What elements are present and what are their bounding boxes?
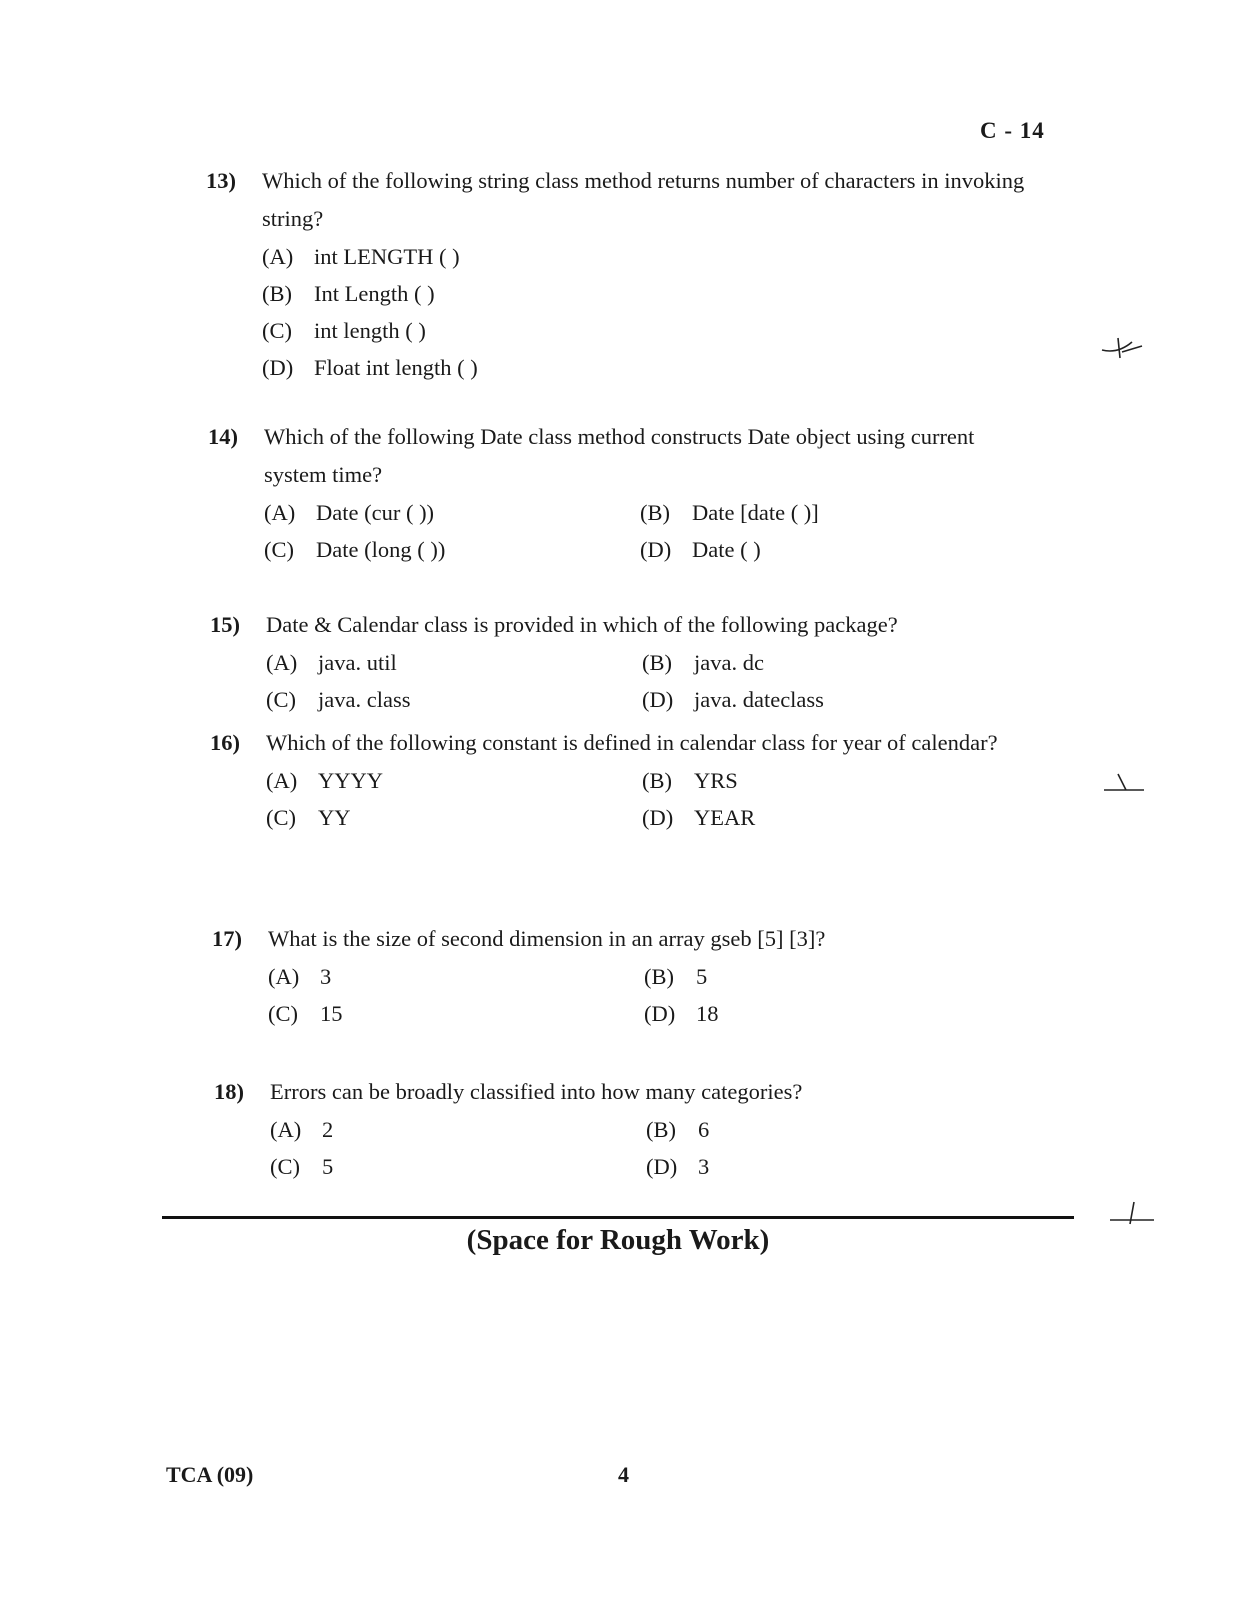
option-text: 3 [320, 964, 332, 989]
option [270, 1148, 646, 1185]
options-grid [266, 644, 1030, 718]
option [266, 681, 642, 718]
paper-code: TCA (09) [166, 1462, 254, 1487]
question-number: 15) [210, 612, 240, 637]
option [270, 1111, 646, 1148]
option-label: (D) [644, 1001, 676, 1026]
option-text: 6 [698, 1117, 710, 1142]
option-text: Date ( ) [692, 537, 761, 562]
option-label: (C) [264, 537, 294, 562]
question-16 [210, 724, 1030, 836]
option-label: (D) [262, 355, 294, 380]
question-number: 17) [212, 926, 242, 951]
option [642, 799, 1012, 836]
option-text: int length ( ) [314, 318, 426, 343]
option [644, 958, 1014, 995]
question-15 [210, 606, 1030, 718]
option [262, 275, 1026, 312]
options-grid [270, 1111, 1034, 1185]
option-text: 2 [322, 1117, 334, 1142]
option [264, 531, 640, 568]
option-label: (D) [642, 805, 674, 830]
option-label: (C) [266, 687, 296, 712]
option [262, 238, 1026, 275]
option [642, 681, 1012, 718]
option-text: 18 [696, 1001, 719, 1026]
option [642, 644, 1012, 681]
option [262, 349, 1026, 386]
options-grid [266, 762, 1030, 836]
option-text: java. class [318, 687, 411, 712]
options-list [262, 238, 1026, 386]
option-label: (B) [262, 281, 292, 306]
options-grid [268, 958, 1032, 1032]
option-text: Date [date ( )] [692, 500, 819, 525]
question-number: 16) [210, 730, 240, 755]
question-number: 13) [206, 168, 236, 193]
question-17 [212, 920, 1032, 1032]
option [268, 958, 644, 995]
option-label: (A) [268, 964, 300, 989]
option-label: (A) [266, 768, 298, 793]
option-text: java. dc [694, 650, 764, 675]
option [644, 995, 1014, 1032]
question-text: Which of the following string class method returns number of characters in invoking string? [262, 168, 1025, 231]
option-label: (A) [262, 244, 294, 269]
option-label: (B) [642, 650, 672, 675]
question-14 [208, 418, 1028, 568]
option-label: (B) [644, 964, 674, 989]
option-text: YEAR [694, 805, 756, 830]
option-text: 3 [698, 1154, 710, 1179]
option-text: YRS [694, 768, 738, 793]
option-text: 15 [320, 1001, 343, 1026]
option [642, 762, 1012, 799]
option-label: (C) [266, 805, 296, 830]
option-label: (D) [646, 1154, 678, 1179]
option [646, 1148, 1016, 1185]
option-text: java. util [318, 650, 397, 675]
option-text: Date (cur ( )) [316, 500, 435, 525]
tick-mark-icon [1098, 328, 1148, 368]
question-13 [206, 162, 1026, 386]
option [266, 799, 642, 836]
page-code: C - 14 [980, 118, 1045, 143]
option-text: Int Length ( ) [314, 281, 435, 306]
option-label: (C) [268, 1001, 298, 1026]
option [266, 644, 642, 681]
option [640, 494, 1010, 531]
question-text: Errors can be broadly classified into how many categories? [270, 1079, 803, 1104]
rough-work-heading: (Space for Rough Work) [466, 1224, 770, 1256]
question-text: Which of the following Date class method constructs Date object using current system time? [264, 424, 975, 487]
option-text: java. dateclass [694, 687, 824, 712]
page-number: 4 [618, 1462, 629, 1487]
option-text: YY [318, 805, 351, 830]
question-text: Date & Calendar class is provided in which of the following package? [266, 612, 898, 637]
option [646, 1111, 1016, 1148]
option-text: 5 [322, 1154, 334, 1179]
option-text: Date (long ( )) [316, 537, 446, 562]
option-label: (B) [642, 768, 672, 793]
option-label: (C) [262, 318, 292, 343]
option [268, 995, 644, 1032]
option [262, 312, 1026, 349]
options-grid [264, 494, 1028, 568]
option-label: (D) [640, 537, 672, 562]
option-label: (B) [640, 500, 670, 525]
option-label: (C) [270, 1154, 300, 1179]
question-number: 14) [208, 424, 238, 449]
option-label: (A) [264, 500, 296, 525]
option-label: (D) [642, 687, 674, 712]
option [266, 762, 642, 799]
divider-rule [162, 1216, 1074, 1219]
tick-mark-icon [1100, 770, 1150, 800]
question-text: Which of the following constant is defined in calendar class for year of calendar? [266, 730, 998, 755]
option-text: Float int length ( ) [314, 355, 478, 380]
question-number: 18) [214, 1079, 244, 1104]
option-text: 5 [696, 964, 708, 989]
tick-mark-icon [1108, 1198, 1158, 1232]
option-label: (A) [266, 650, 298, 675]
option-label: (A) [270, 1117, 302, 1142]
option [264, 494, 640, 531]
option [640, 531, 1010, 568]
option-label: (B) [646, 1117, 676, 1142]
question-18 [214, 1073, 1034, 1185]
option-text: YYYY [318, 768, 383, 793]
question-text: What is the size of second dimension in an array gseb [5] [3]? [268, 926, 826, 951]
option-text: int LENGTH ( ) [314, 244, 460, 269]
